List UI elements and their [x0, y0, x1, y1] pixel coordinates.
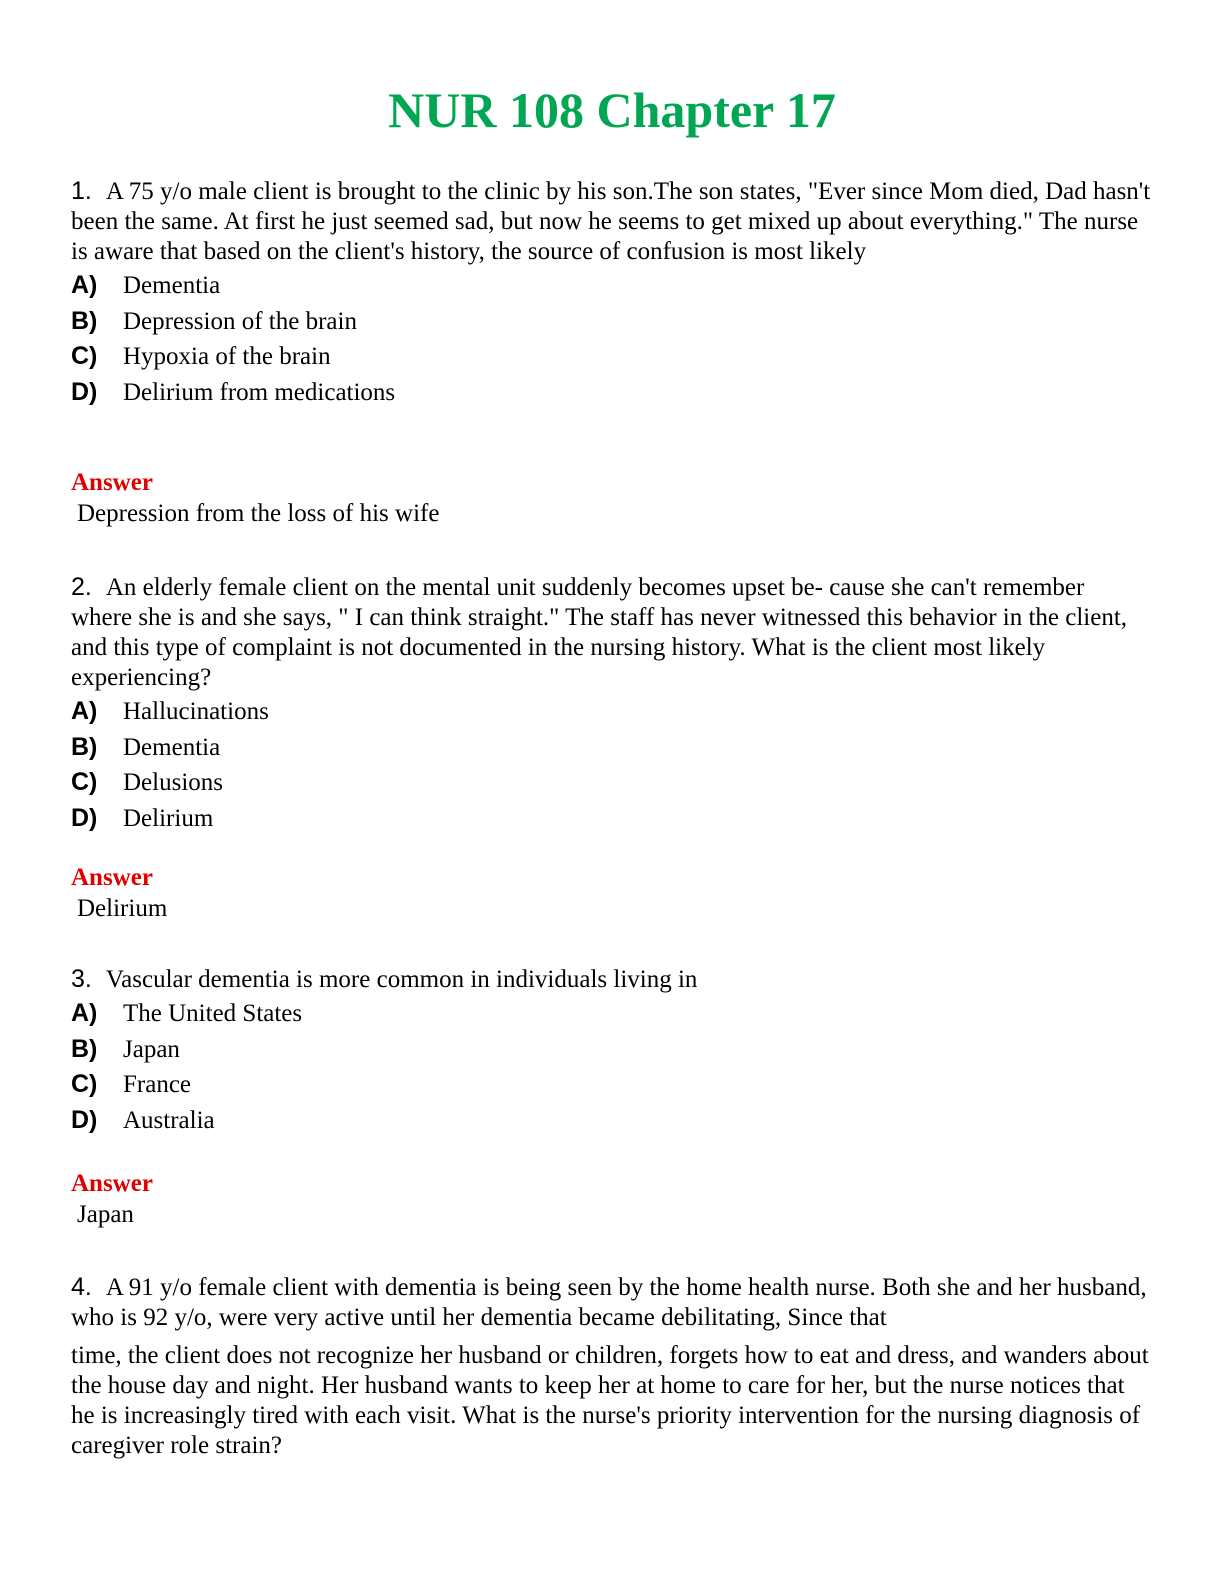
- option-letter: B): [71, 1034, 98, 1063]
- option-text: Japan: [123, 1035, 180, 1063]
- option-text: The United States: [123, 1000, 303, 1027]
- question-text: [71, 1272, 1151, 1333]
- answer-label: Answer: [71, 864, 153, 891]
- option-letter: C): [71, 768, 98, 796]
- question-number: 2.: [71, 573, 92, 601]
- question-number: 4.: [71, 1273, 92, 1301]
- option-list: [71, 999, 1151, 1141]
- option-letter: A): [71, 271, 98, 299]
- option-letter: B): [71, 732, 98, 761]
- page-title: NUR 108 Chapter 17: [388, 82, 836, 138]
- option-d: [71, 804, 1151, 840]
- option-d: [71, 1106, 1151, 1142]
- option-text: Hypoxia of the brain: [123, 343, 331, 370]
- question-text: [71, 572, 1151, 693]
- option-letter: B): [71, 306, 98, 335]
- answer-label: Answer: [71, 1170, 153, 1197]
- answer-3: [71, 1169, 1151, 1231]
- option-b: [71, 733, 1151, 769]
- option-text: Hallucinations: [123, 698, 269, 725]
- option-letter: D): [71, 1105, 98, 1134]
- question-4: [71, 1272, 1151, 1333]
- question-number: 3.: [71, 965, 92, 993]
- option-text: Delirium from medications: [123, 378, 396, 406]
- option-text: Australia: [123, 1106, 215, 1134]
- option-d: [71, 378, 1151, 414]
- answer-text: Japan: [77, 1201, 134, 1228]
- question-body-part-2: time, the client does not recognize her husband or children, forgets how to eat and dress, and wanders about the house day and night. Her husband wants to keep her at home to care for her, but the nurse notices that he is increasingly tired with each visit. What is the nurse's priority intervention for the nursing diagnosis of caregiver role strain?: [71, 1342, 1149, 1459]
- option-text: Dementia: [123, 733, 221, 761]
- question-number: 1.: [71, 177, 92, 205]
- option-text: Depression of the brain: [123, 307, 357, 335]
- question-body: Vascular dementia is more common in individuals living in: [105, 966, 698, 993]
- answer-text: Delirium: [77, 895, 168, 922]
- question-1: [71, 176, 1151, 413]
- option-letter: A): [71, 999, 98, 1027]
- answer-label: Answer: [71, 469, 153, 496]
- option-letter: D): [71, 377, 98, 406]
- option-list: [71, 697, 1151, 839]
- option-letter: C): [71, 342, 98, 370]
- option-a: [71, 697, 1151, 733]
- option-letter: D): [71, 803, 98, 832]
- option-list: [71, 271, 1151, 413]
- option-c: [71, 768, 1151, 804]
- option-a: [71, 271, 1151, 307]
- question-body: An elderly female client on the mental unit suddenly becomes upset be- cause she can't remember where she is and she says, " I can think straight." The staff has never witnessed this behavior in the client, and this type of complaint is not documented in the nursing history. What is the client most likely experiencing?: [71, 574, 1128, 691]
- question-2: [71, 572, 1151, 839]
- option-c: [71, 342, 1151, 378]
- answer-text: Depression from the loss of his wife: [77, 500, 440, 527]
- question-body: A 75 y/o male client is brought to the clinic by his son.The son states, "Ever since Mom died, Dad hasn't been the same. At first he just seemed sad, but now he seems to get mixed up about everything." The nurse is aware that based on the client's history, the source of confusion is most likely: [71, 178, 1151, 265]
- option-text: Dementia: [123, 272, 221, 299]
- option-letter: C): [71, 1070, 98, 1098]
- option-letter: A): [71, 697, 98, 725]
- question-text: [71, 176, 1151, 267]
- option-a: [71, 999, 1151, 1035]
- option-text: France: [123, 1071, 192, 1098]
- question-body-part-1: A 91 y/o female client with dementia is being seen by the home health nurse. Both she and her husband, who is 92 y/o, were very active until her dementia became debilitating, Since that: [71, 1274, 1147, 1331]
- option-text: Delusions: [123, 769, 223, 796]
- question-3: [71, 964, 1151, 1141]
- question-4-continued: [71, 1341, 1151, 1461]
- question-text: [71, 964, 1151, 995]
- option-b: [71, 307, 1151, 343]
- answer-2: [71, 863, 1151, 925]
- answer-1: [71, 468, 1151, 530]
- option-c: [71, 1070, 1151, 1106]
- option-b: [71, 1035, 1151, 1071]
- option-text: Delirium: [123, 804, 214, 832]
